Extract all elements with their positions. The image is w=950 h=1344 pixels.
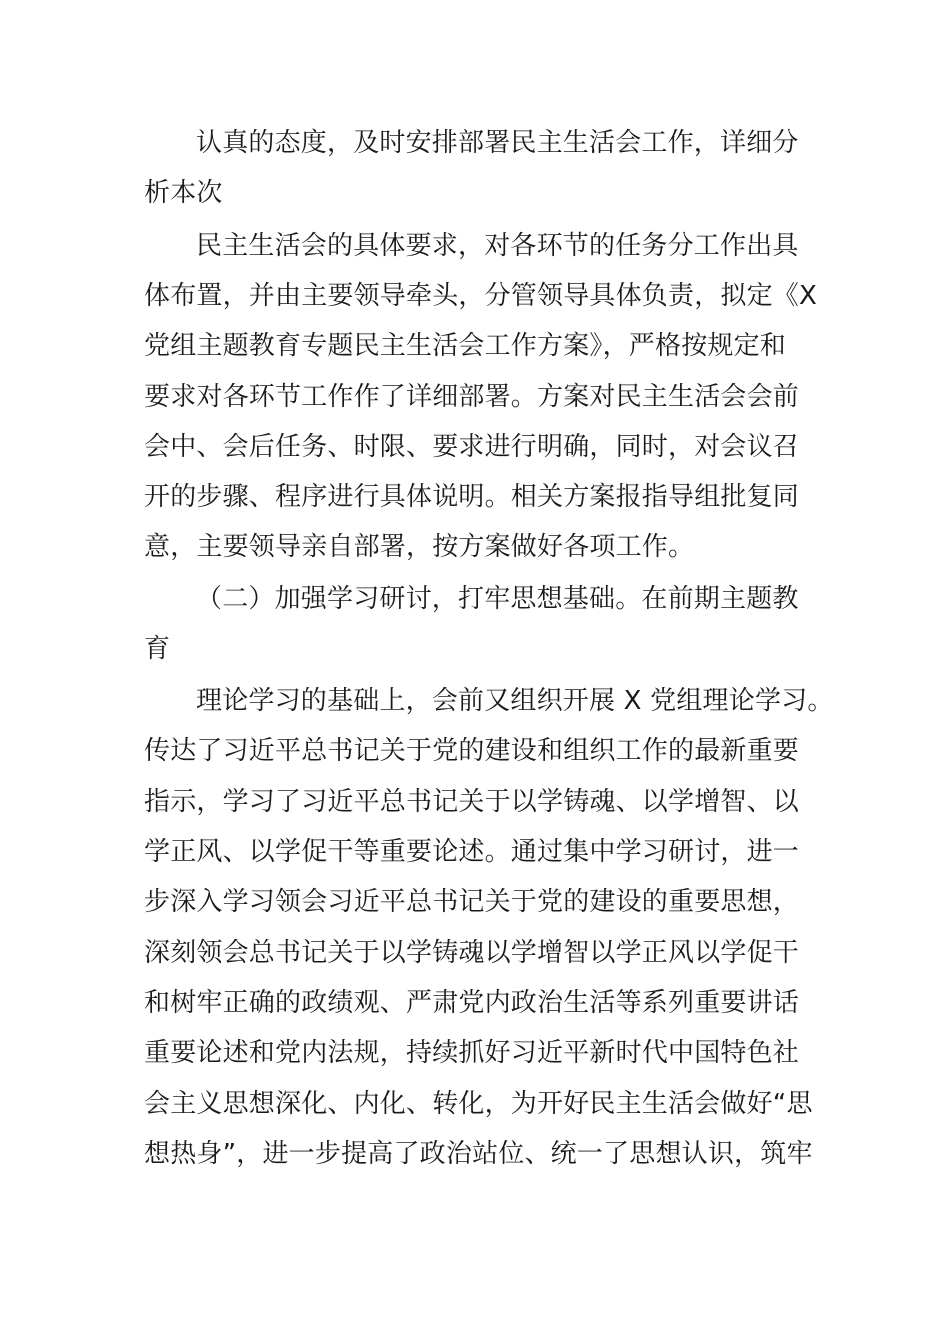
text-line: 意，主要领导亲自部署，按方案做好各项工作。 bbox=[144, 532, 695, 562]
text-line: 开的步骤、程序进行具体说明。相关方案报指导组批复同 bbox=[144, 482, 800, 512]
text-line: 体布置，并由主要领导牵头，分管领导具体负责，拟定《X bbox=[144, 281, 818, 311]
text-line: 党组主题教育专题民主生活会工作方案》，严格按规定和 bbox=[144, 331, 787, 361]
text-line: 和树牢正确的政绩观、严肃党内政治生活等系列重要讲话 bbox=[144, 988, 800, 1018]
text-line: 析本次 bbox=[144, 178, 223, 208]
text-line: 会中、会后任务、时限、要求进行明确，同时，对会议召 bbox=[144, 432, 800, 462]
text-line: 理论学习的基础上，会前又组织开展 X 党组理论学习。 bbox=[196, 686, 834, 716]
text-line: 会主义思想深化、内化、转化，为开好民主生活会做好“思 bbox=[144, 1089, 813, 1119]
text-line: 学正风、以学促干等重要论述。通过集中学习研讨，进一 bbox=[144, 837, 800, 867]
text-line: 认真的态度，及时安排部署民主生活会工作，详细分 bbox=[196, 128, 799, 158]
text-line: 要求对各环节工作作了详细部署。方案对民主生活会会前 bbox=[144, 382, 800, 412]
text-line: 民主生活会的具体要求，对各环节的任务分工作出具 bbox=[196, 231, 799, 261]
text-line: 传达了习近平总书记关于党的建设和组织工作的最新重要 bbox=[144, 736, 800, 766]
text-line: 步深入学习领会习近平总书记关于党的建设的重要思想， bbox=[144, 887, 800, 917]
text-line: 重要论述和党内法规，持续抓好习近平新时代中国特色社 bbox=[144, 1038, 800, 1068]
text-line: 深刻领会总书记关于以学铸魂以学增智以学正风以学促干 bbox=[144, 938, 800, 968]
section-heading: （二）加强学习研讨，打牢思想基础。在前期主题教 bbox=[196, 584, 799, 614]
text-line: 育 bbox=[144, 634, 171, 664]
text-line: 想热身”，进一步提高了政治站位、统一了思想认识，筑牢 bbox=[144, 1139, 813, 1169]
text-line: 指示，学习了习近平总书记关于以学铸魂、以学增智、以 bbox=[144, 787, 800, 817]
